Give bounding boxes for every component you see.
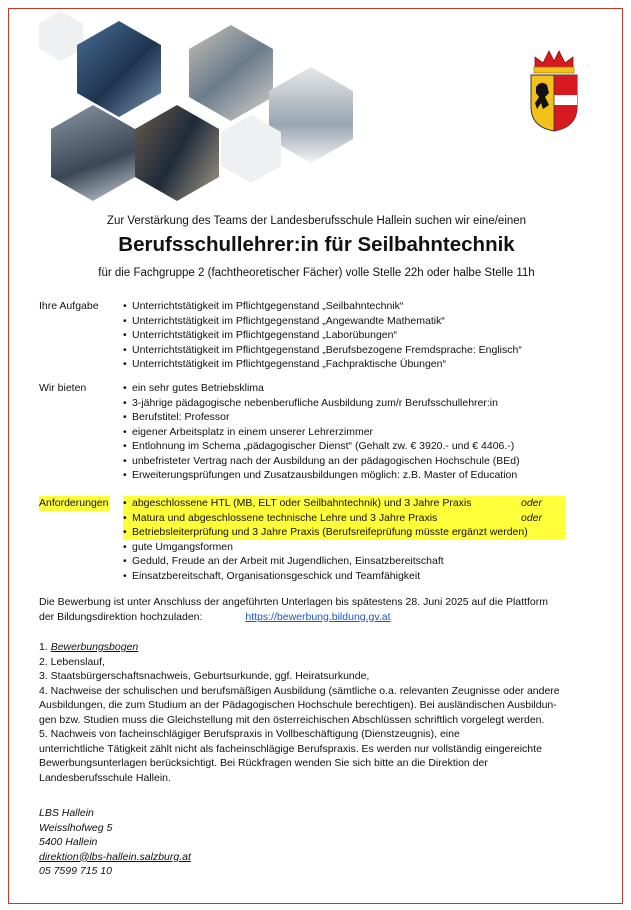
highlighted-list-item: • Betriebsleiterprüfung und 3 Jahre Praxis (Berufsreifeprüfung müsste ergänzt werden) [123,525,565,540]
list-item: • Einsatzbereitschaft, Organisationsgeschick und Teamfähigkeit [123,569,599,584]
document-item [39,640,599,655]
section-aufgaben [39,299,599,372]
list-item: • Berufstitel: Professor [123,410,599,425]
highlighted-list-item [123,496,565,511]
list-item: • Unterrichtstätigkeit im Pflichtgegenstand „Fachpraktische Übungen“ [123,357,599,372]
list-item-text: abgeschlossene HTL (MB, ELT oder Seilbahntechnik) und 3 Jahre Praxis [132,497,472,509]
document-line: Landesberufsschule Hallein. [39,771,171,784]
documents-list [39,640,599,785]
list-item: • unbefristeter Vertrag nach der Ausbildung an der pädagogischen Hochschule (BEd) [123,454,599,469]
list-item-text: Matura und abgeschlossene technische Lehre und 3 Jahre Praxis [132,511,438,524]
application-line-text: der Bildungsdirektion hochzuladen: [39,610,203,623]
list-item: • Entlohnung im Schema „pädagogischer Dienst“ (Gehalt zw. € 3920.- und € 4406.-) [123,439,599,454]
section-label: Anforderungen [39,497,109,509]
document-line: Ausbildungen, die zum Studium an der Pädagogischen Hochschule berechtigen). Bei ausländischen Ausbildun- [39,699,557,711]
list-item: • 3-jährige pädagogische nebenberufliche Ausbildung zum/r Berufsschullehrer:in [123,396,599,411]
photo-cable-car-hexagon [269,67,353,163]
photo-machine-hexagon [135,105,219,201]
application-line: Die Bewerbung ist unter Anschluss der angeführten Unterlagen bis spätestens 28. Juni 2025 auf die Plattform [39,596,548,608]
photo-students-hexagon [189,25,273,121]
photo-lab-hexagon [51,105,135,201]
document-line: 2. Lebenslauf, [39,655,105,668]
oder-label: oder [521,497,543,509]
school-name: LBS Hallein [39,807,94,819]
job-posting-page [8,8,623,904]
list-item: • Unterrichtstätigkeit im Pflichtgegenstand „Berufsbezogene Fremdsprache: Englisch“ [123,343,599,358]
section-anforderungen [39,496,599,583]
highlighted-list-item [123,511,565,526]
document-line: 5. Nachweis von facheinschlägiger Berufspraxis in Vollbeschäftigung (Dienstzeugnis), eine [39,728,460,740]
document-line: Bewerbungsunterlagen berücksichtigt. Bei Rückfragen wenden Sie sich bitte an die Direktion der [39,757,488,769]
intro-line: Zur Verstärkung des Teams der Landesberufsschule Hallein suchen wir eine/einen [106,215,527,227]
application-paragraph [39,595,599,624]
document-line: 4. Nachweise der schulischen und berufsmäßigen Ausbildung (sämtliche o.a. relevanten Zeugnisse oder andere [39,684,560,697]
list-item: • eigener Arbeitsplatz in einem unserer Lehrerzimmer [123,425,599,440]
list-item: • Erweiterungsprüfungen und Zusatzausbildungen möglich: z.B. Master of Education [123,468,599,483]
phone-number: 05 7599 715 10 [39,865,112,877]
section-label: Wir bieten [39,382,87,394]
page-title: Berufsschullehrer:in für Seilbahntechnik [118,233,515,256]
list-item: • Unterrichtstätigkeit im Pflichtgegenstand „Angewandte Mathematik“ [123,314,599,329]
contact-address [39,806,191,879]
oder-label: oder [521,511,543,524]
subtitle: für die Fachgruppe 2 (fachtheoretischer Fächer) volle Stelle 22h oder halbe Stelle 11h [98,267,535,279]
street: Weisslhofweg 5 [39,821,113,834]
section-label: Ihre Aufgabe [39,300,99,312]
email-link[interactable]: direktion@lbs-hallein.salzburg.at [39,850,191,863]
list-item: • ein sehr gutes Betriebsklima [123,381,599,396]
list-item: • Geduld, Freude an der Arbeit mit Jugendlichen, Einsatzbereitschaft [123,554,599,569]
hexagon-photo-collage [39,21,399,211]
list-item: • Unterrichtstätigkeit im Pflichtgegenstand „Seilbahntechnik“ [123,299,599,314]
section-bieten [39,381,599,483]
document-line: unterrichtliche Tätigkeit zählt nicht als facheinschlägige Berufspraxis. Es werden nur vollständig eingereichte [39,742,542,755]
document-line: 3. Staatsbürgerschaftsnachweis, Geburtsurkunde, ggf. Heiratsurkunde, [39,670,370,682]
city: 5400 Hallein [39,836,98,848]
application-line [39,610,599,625]
list-item: • Unterrichtstätigkeit im Pflichtgegenstand „Laborübungen“ [123,328,599,343]
hexagon-placeholder [39,11,83,61]
document-number: 1. [39,641,48,653]
application-portal-link[interactable]: https://bewerbung.bildung.gv.at [245,610,391,623]
document-item-text: Bewerbungsbogen [50,641,139,653]
salzburg-coat-of-arms-icon [527,47,581,133]
photo-workshop-hexagon [77,21,161,117]
document-line: gen bzw. Studien muss die Gleichstellung mit den österreichischen Abschlüssen schriftlich vorgelegt werden. [39,713,545,726]
list-item: • gute Umgangsformen [123,540,599,555]
